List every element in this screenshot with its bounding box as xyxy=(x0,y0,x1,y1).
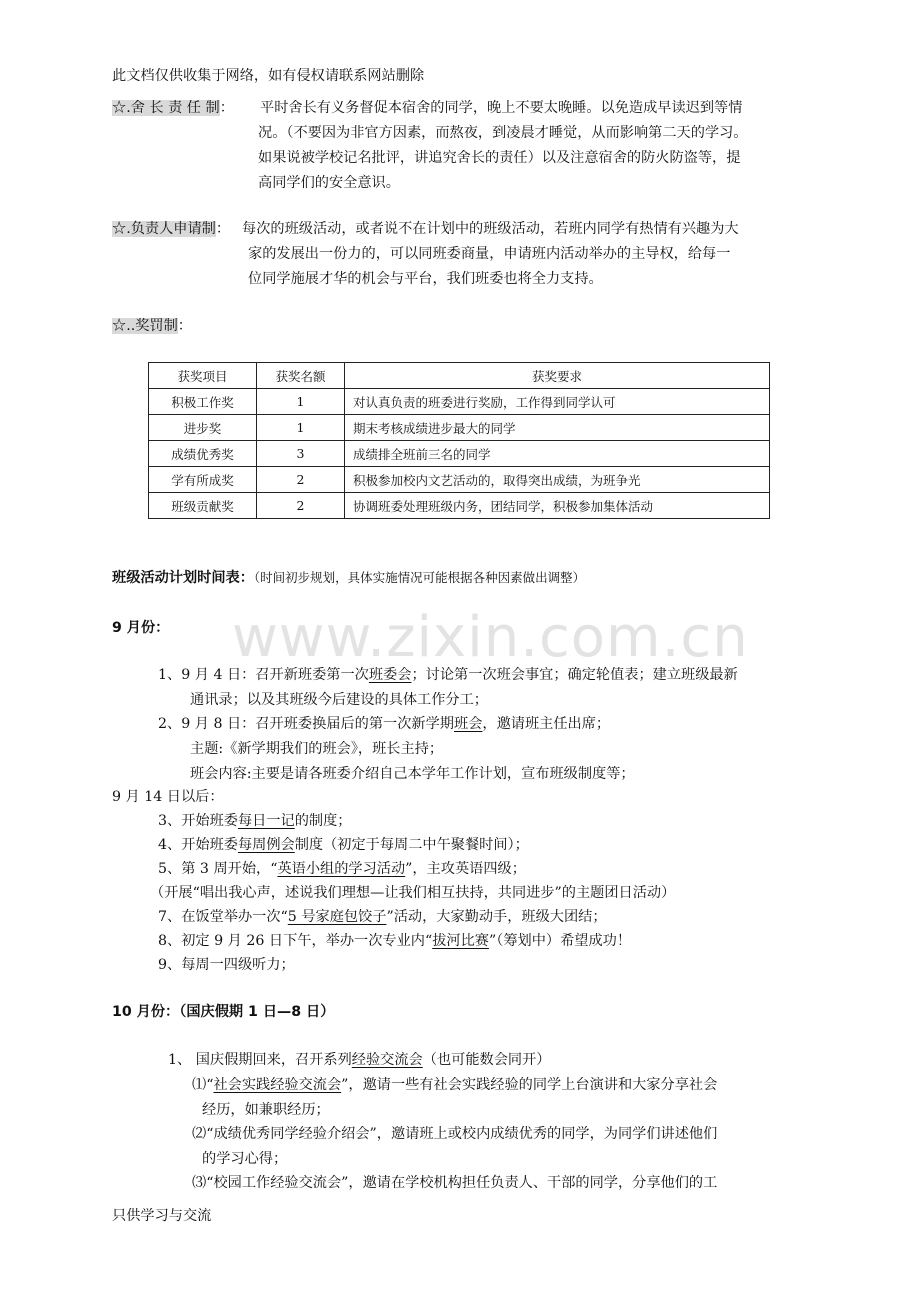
oct-item-1-post: （也可能数会同开） xyxy=(422,1052,551,1068)
sep-item-8-post: ”（筹划中）希望成功！ xyxy=(488,933,632,949)
watermark: www.zixin.com.cn xyxy=(232,605,749,670)
oct-sub-1-link: 社会实践经验交流会 xyxy=(213,1077,342,1093)
sep-item-2 xyxy=(158,714,610,734)
award-requirement: 期末考核成绩进步最大的同学 xyxy=(345,415,770,441)
sep-item-9: 9、每周一四级听力； xyxy=(158,957,295,973)
sep-item-3-post: 的制度； xyxy=(294,813,352,829)
oct-sub-1-pre: ⑴“ xyxy=(192,1077,214,1093)
sep-item-4-post: 制度（初定于每周二中午聚餐时间）； xyxy=(294,837,529,853)
footer-text: 只供学习与交流 xyxy=(112,1208,212,1224)
schedule-note: （时间初步规划，具体实施情况可能根据各种因素做出调整） xyxy=(253,570,586,585)
award-name: 积极工作奖 xyxy=(149,389,257,415)
sep-item-7-pre: 7、在饭堂举办一次“ xyxy=(158,909,288,925)
sep-item-4-pre: 4、开始班委 xyxy=(158,837,238,853)
sep-item-2-link: 班会 xyxy=(454,716,483,732)
sep-item-1 xyxy=(158,665,738,685)
sep-item-2-post: ，邀请班主任出席； xyxy=(482,716,611,732)
award-quota: 3 xyxy=(257,441,345,467)
award-quota: 1 xyxy=(257,415,345,441)
sep-item-5 xyxy=(158,859,526,879)
award-requirement: 成绩排全班前三名的同学 xyxy=(345,441,770,467)
sep-item-7 xyxy=(158,907,607,927)
award-name: 学有所成奖 xyxy=(149,467,257,493)
oct-sub-3: ⑶“校园工作经验交流会”，邀请在学校机构担任负责人、干部的同学，分享他们的工 xyxy=(192,1175,718,1191)
award-quota: 2 xyxy=(257,467,345,493)
sep-item-3-pre: 3、开始班委 xyxy=(158,813,238,829)
sep-item-1-cont: 通讯录；以及其班级今后建设的具体工作分工； xyxy=(190,692,488,708)
award-requirement: 对认真负责的班委进行奖励，工作得到同学认可 xyxy=(345,389,770,415)
sep-item-5-pre: 5、第 3 周开始，“ xyxy=(158,861,278,877)
award-name: 班级贡献奖 xyxy=(149,493,257,519)
award-requirement: 协调班委处理班级内务，团结同学，积极参加集体活动 xyxy=(345,493,770,519)
sep-item-3-link: 每日一记 xyxy=(237,813,295,829)
schedule-title: 班级活动计划时间表： xyxy=(112,570,254,586)
award-requirement: 积极参加校内文艺活动的，取得突出成绩，为班争光 xyxy=(345,467,770,493)
leader-label: ☆.负责人申请制 xyxy=(112,221,216,237)
dorm-colon: ： xyxy=(219,100,234,116)
table-row xyxy=(149,441,770,467)
award-name: 进步奖 xyxy=(149,415,257,441)
sep-item-5-link: 英语小组的学习活动 xyxy=(277,861,406,877)
header-award-item: 获奖项目 xyxy=(149,363,257,389)
header-award-requirement: 获奖要求 xyxy=(345,363,770,389)
oct-sub-1-cont: 经历，如兼职经历； xyxy=(202,1102,330,1118)
october-title: 10 月份：（国庆假期 1 日—8 日） xyxy=(112,1004,335,1020)
sep-item-2-pre: 2、9 月 8 日：召开班委换届后的第一次新学期 xyxy=(158,716,454,732)
oct-sub-1-post: ”，邀请一些有社会实践经验的同学上台演讲和大家分享社会 xyxy=(341,1077,718,1093)
dorm-line-4: 高同学们的安全意识。 xyxy=(258,175,400,191)
dorm-line-1: 平时舍长有义务督促本宿舍的同学，晚上不要太晚睡。以免造成早读迟到等情 xyxy=(260,100,743,116)
sep-item-1-post: ；讨论第一次班会事宜；确定轮值表；建立班级最新 xyxy=(411,667,738,683)
award-quota: 1 xyxy=(257,389,345,415)
award-table xyxy=(148,362,770,519)
sep-item-8 xyxy=(158,931,631,951)
table-row xyxy=(149,389,770,415)
sep-item-1-link: 班委会 xyxy=(368,667,412,683)
dorm-line-2: 况。（不要因为非官方因素，而熬夜，到凌晨才睡觉，从而影响第二天的学习。 xyxy=(258,125,748,141)
leader-colon: ： xyxy=(215,221,231,237)
award-quota: 2 xyxy=(257,493,345,519)
oct-sub-2-cont: 的学习心得； xyxy=(202,1151,288,1167)
oct-item-1 xyxy=(168,1050,550,1070)
table-row xyxy=(149,493,770,519)
sep-item-4-link: 每周例会 xyxy=(237,837,295,853)
sep-item-6: （开展“唱出我心声，述说我们理想—让我们相互扶持，共同进步”的主题团日活动） xyxy=(150,885,676,901)
september-title: 9 月份： xyxy=(112,620,170,636)
dorm-line-3: 如果说被学校记名批评，讲追究舍长的责任）以及注意宿舍的防火防盗等，提 xyxy=(258,150,741,166)
sep-item-8-pre: 8、初定 9 月 26 日下午，举办一次专业内“ xyxy=(158,933,433,949)
sep-item-3 xyxy=(158,811,352,831)
leader-line-2: 家的发展出一份力的，可以同班委商量，申请班内活动举办的主导权，给每一 xyxy=(248,246,731,262)
schedule-heading xyxy=(112,568,585,588)
sep-after-heading: 9 月 14 日以后： xyxy=(112,789,224,805)
dorm-section-label xyxy=(112,98,234,118)
award-table-header-row xyxy=(149,363,770,389)
sep-item-7-post: ”活动，大家勤动手，班级大团结； xyxy=(386,909,607,925)
sep-item-8-link: 拔河比赛 xyxy=(432,933,489,949)
header-award-quota: 获奖名额 xyxy=(257,363,345,389)
award-name: 成绩优秀奖 xyxy=(149,441,257,467)
leader-line-1: 每次的班级活动，或者说不在计划中的班级活动，若班内同学有热情有兴趣为大 xyxy=(242,221,739,237)
dorm-label: ☆.舍 长 责 任 制 xyxy=(112,100,220,116)
leader-section-label xyxy=(112,219,230,239)
oct-item-1-link: 经验交流会 xyxy=(351,1052,423,1068)
leader-line-3: 位同学施展才华的机会与平台，我们班委也将全力支持。 xyxy=(248,271,603,287)
table-row xyxy=(149,467,770,493)
sep-item-7-link: 5 号家庭包饺子 xyxy=(287,909,387,925)
sep-item-2-theme: 主题:《新学期我们的班会》，班长主持； xyxy=(190,741,444,757)
reward-colon: ： xyxy=(177,318,192,334)
sep-item-2-content: 班会内容:主要是请各班委介绍自己本学年工作计划，宣布班级制度等； xyxy=(190,766,635,782)
sep-item-1-pre: 1、9 月 4 日：召开新班委第一次 xyxy=(158,667,369,683)
reward-section-label xyxy=(112,316,192,336)
oct-item-1-pre: 1、 国庆假期回来，召开系列 xyxy=(168,1052,352,1068)
reward-label: ☆..奖罚制 xyxy=(112,318,178,334)
oct-sub-2: ⑵“成绩优秀同学经验介绍会”，邀请班上或校内成绩优秀的同学，为同学们讲述他们 xyxy=(192,1126,718,1142)
disclaimer-header: 此文档仅供收集于网络，如有侵权请联系网站删除 xyxy=(112,68,425,84)
oct-sub-1 xyxy=(192,1075,717,1095)
sep-item-5-post: ”，主攻英语四级； xyxy=(405,861,526,877)
table-row xyxy=(149,415,770,441)
sep-item-4 xyxy=(158,835,529,855)
